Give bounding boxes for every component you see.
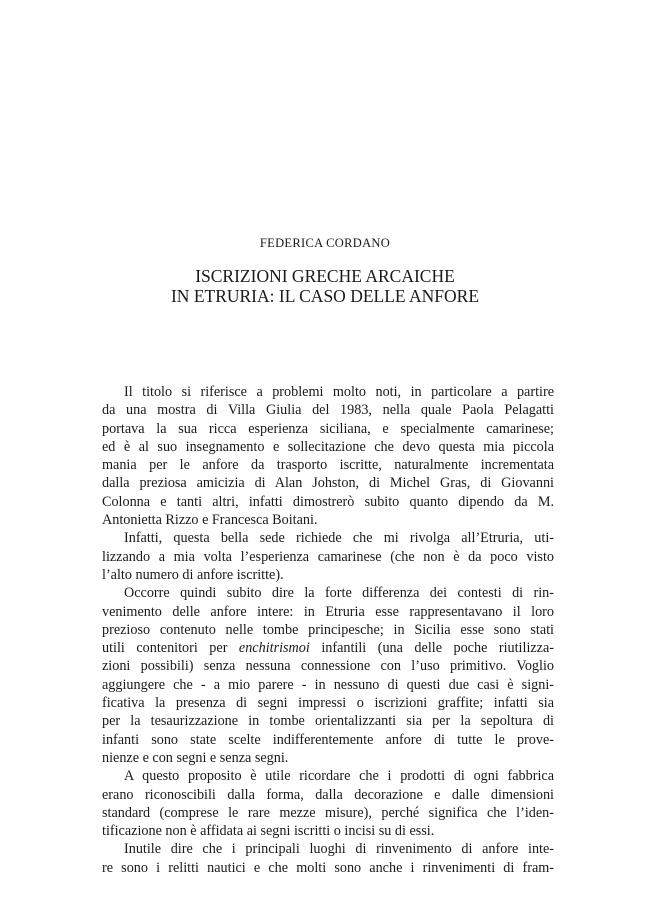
text-segment: utili contenitori per <box>102 640 239 657</box>
text-line: dalla preziosa amicizia di Alan Johston, di Michel Gras, di Giovanni <box>102 475 554 492</box>
text-line: aggiungere che - a mio parere - in nessuno di questi due casi è signi- <box>102 676 554 693</box>
text-line <box>102 639 554 657</box>
text-line: nienze e con segni e senza segni. <box>102 749 289 766</box>
text-line: re sono i relitti nautici e che molti sono anche i rinvenimenti di fram- <box>102 859 554 876</box>
text-line: standard (comprese le rare mezze misure), perché significa che l’iden- <box>102 804 554 821</box>
italic-term: enchitrismoi <box>238 640 310 657</box>
text-line: Occorre quindi subito dire la forte differenza dei contesti di rin- <box>124 585 554 602</box>
text-line: infanti sono state scelte indifferentemente anfore di tutte le prove- <box>102 731 554 748</box>
text-line: ficativa la presenza di segni impressi o iscrizioni graffite; infatti sia <box>102 695 554 712</box>
text-line: tificazione non è affidata ai segni iscritti o incisi su di essi. <box>102 823 435 840</box>
title-line-1: ISCRIZIONI GRECHE ARCAICHE <box>195 266 455 286</box>
text-line: lizzando a mia volta l’esperienza camarinese (che non è da poco visto <box>102 548 554 565</box>
text-line: prezioso contenuto nelle tombe principesche; in Sicilia esse sono stati <box>102 621 554 638</box>
text-line: venimento delle anfore intere: in Etruria esse rappresentavano il loro <box>102 603 554 620</box>
article-title <box>0 266 650 306</box>
text-line: ed è al suo insegnamento e sollecitazione che devo questa mia piccola <box>102 438 554 455</box>
text-line: da una mostra di Villa Giulia del 1983, nella quale Paola Pelagatti <box>102 402 554 419</box>
text-line: A questo proposito è utile ricordare che i prodotti di ogni fabbrica <box>124 768 554 785</box>
body-text <box>102 383 554 877</box>
text-line: per la tesaurizzazione in tombe orientalizzanti sia per la sepoltura di <box>102 713 554 730</box>
text-line: erano riconoscibili dalla forma, dalla decorazione e dalle dimensioni <box>102 786 554 803</box>
text-line: Inutile dire che i principali luoghi di rinvenimento di anfore inte- <box>124 841 554 858</box>
text-line: Il titolo si riferisce a problemi molto noti, in particolare a partire <box>124 384 554 400</box>
text-line: l’alto numero di anfore iscritte). <box>102 566 284 583</box>
text-line: Infatti, questa bella sede richiede che mi rivolga all’Etruria, uti- <box>124 530 554 547</box>
text-segment: infantili (una delle poche riutilizza- <box>309 640 555 657</box>
text-line: Antonietta Rizzo e Francesca Boitani. <box>102 512 318 529</box>
author-name: FEDERICA CORDANO <box>259 236 391 250</box>
title-line-2: IN ETRURIA: IL CASO DELLE ANFORE <box>170 286 480 306</box>
text-line: mania per le anfore da trasporto iscritte, naturalmente incrementata <box>102 457 554 474</box>
text-line: Colonna e tanti altri, infatti dimostrerò subito quanto dipendo da M. <box>102 493 554 510</box>
text-line: portava la sua ricca esperienza siciliana, e specialmente camarinese; <box>102 420 554 437</box>
text-line: zioni possibili) senza nessuna connessione con l’uso primitivo. Voglio <box>102 658 554 675</box>
